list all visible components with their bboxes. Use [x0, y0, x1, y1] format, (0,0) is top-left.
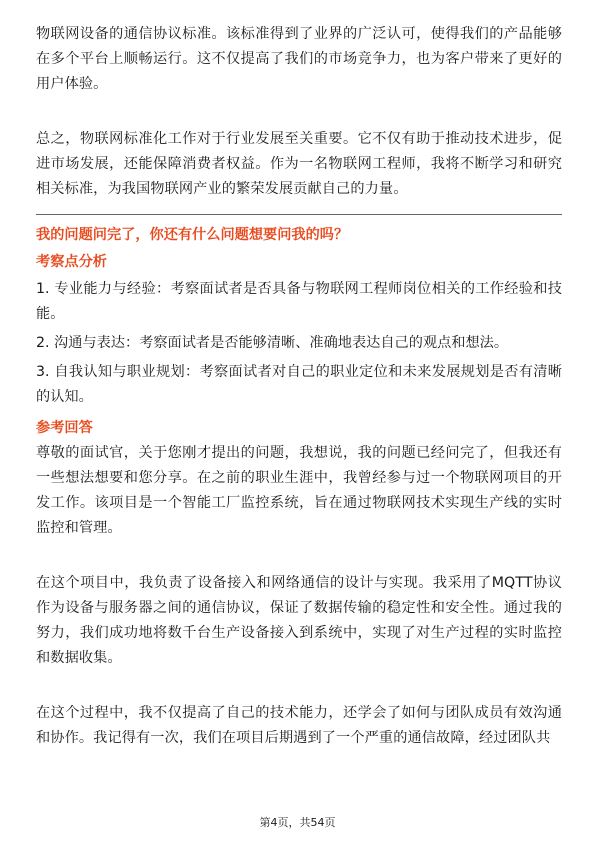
answer-paragraph-1: 尊敬的面试官，关于您刚才提出的问题，我想说，我的问题已经问完了，但我还有一些想法想要和您分享。在之前的职业生涯中，我曾经参与过一个物联网项目的开发工作。该项目是一个智能工厂监控系统，旨在通过物联网技术实现生产线的实时监控和管理。	[36, 445, 562, 536]
intro-paragraph-2: 总之，物联网标准化工作对于行业发展至关重要。它不仅有助于推动技术进步，促进市场发展，还能保障消费者权益。作为一名物联网工程师，我将不断学习和研究相关标准，为我国物联网产业的繁荣发展贡献自己的力量。	[36, 131, 562, 197]
analysis-heading: 考察点分析	[36, 254, 107, 270]
answer-heading: 参考回答	[36, 420, 93, 436]
answer-paragraph-2: 在这个项目中，我负责了设备接入和网络通信的设计与实现。我采用了MQTT协议作为设备与服务器之间的通信协议，保证了数据传输的稳定性和安全性。通过我的努力，我们成功地将数千台生产设备接入到系统中，实现了对生产过程的实时监控和数据收集。	[36, 575, 562, 666]
page-number-footer: 第4页，共54页	[259, 816, 336, 829]
answer-paragraph-3: 在这个过程中，我不仅提高了自己的技术能力，还学会了如何与团队成员有效沟通和协作。我记得有一次，我们在项目后期遇到了一个严重的通信故障，经过团队共	[36, 705, 562, 746]
analysis-item-3: 3. 自我认知与职业规划：考察面试者对自己的职业定位和未来发展规划是否有清晰的认知。	[36, 364, 562, 405]
analysis-item-1: 1. 专业能力与经验：考察面试者是否具备与物联网工程师岗位相关的工作经验和技能。	[36, 281, 562, 322]
document-page	[36, 22, 562, 751]
interview-question: 我的问题问完了，你还有什么问题想要问我的吗？	[36, 227, 349, 243]
section-divider	[36, 214, 562, 215]
analysis-item-2: 2. 沟通与表达：考察面试者是否能够清晰、准确地表达自己的观点和想法。	[36, 335, 509, 351]
intro-paragraph-1: 物联网设备的通信协议标准。该标准得到了业界的广泛认可，使得我们的产品能够在多个平台上顺畅运行。这不仅提高了我们的市场竞争力，也为客户带来了更好的用户体验。	[36, 26, 562, 92]
